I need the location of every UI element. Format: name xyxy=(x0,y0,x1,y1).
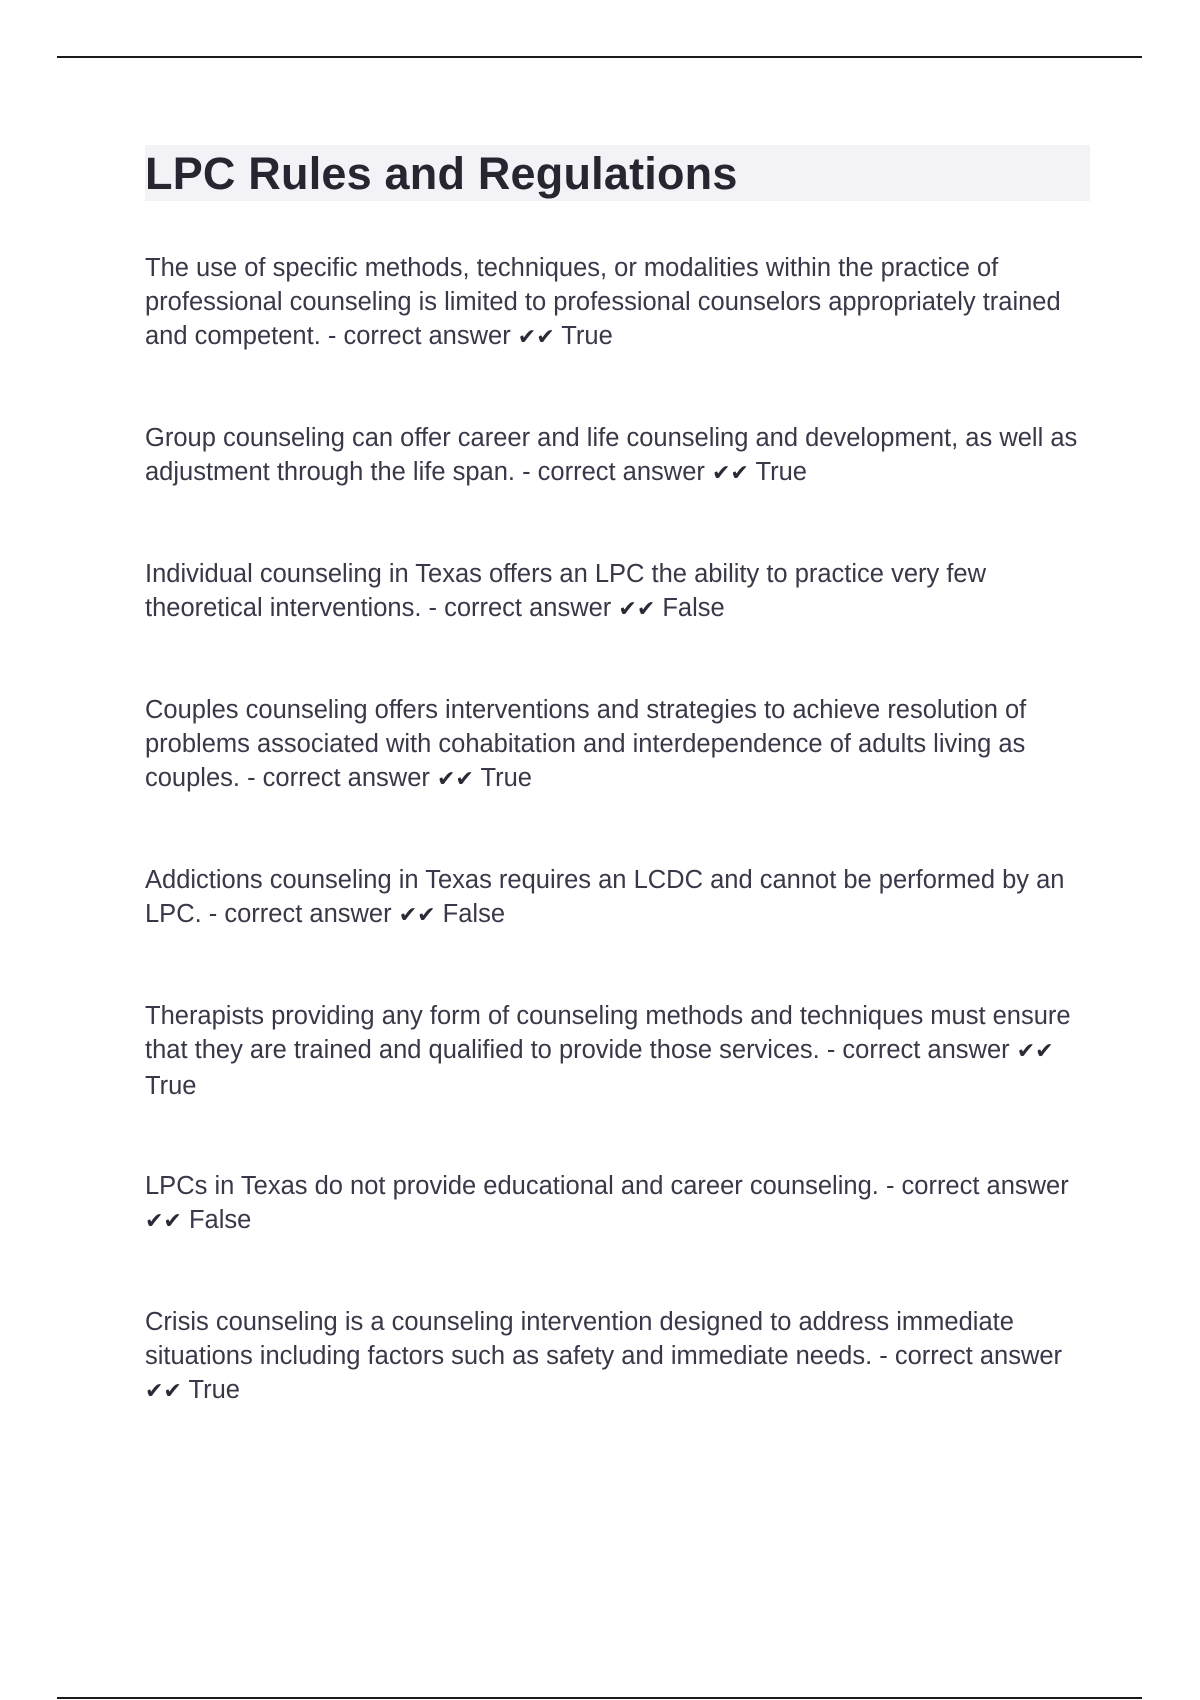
title-banner xyxy=(145,145,1090,201)
answer-prefix: - correct answer xyxy=(428,594,612,622)
double-check-icon: ✔✔ xyxy=(517,325,555,350)
answer-value: False xyxy=(662,594,725,622)
double-check-icon: ✔✔ xyxy=(145,1379,182,1404)
qa-item xyxy=(145,1305,1090,1409)
answer-prefix: - correct answer xyxy=(208,900,392,928)
answer-value: True xyxy=(145,1072,197,1100)
qa-item xyxy=(145,1169,1090,1239)
document-body xyxy=(145,145,1090,1475)
question-text: LPCs in Texas do not provide educational and career counseling. xyxy=(145,1172,879,1200)
question-text: The use of specific methods, techniques, or modalities within the practice of professional counseling is limited to professional counselors appropriately trained and competent. xyxy=(145,254,1061,350)
answer-value: False xyxy=(188,1206,252,1234)
answer-prefix: - correct answer xyxy=(522,458,705,486)
answer-value: True xyxy=(480,764,532,792)
qa-item xyxy=(145,693,1090,797)
answer-value: True xyxy=(755,458,807,486)
answer-prefix: - correct answer xyxy=(327,322,511,350)
answer-prefix: - correct answer xyxy=(826,1036,1010,1064)
question-text: Crisis counseling is a counseling intervention designed to address immediate situations including factors such as safety and immediate needs. xyxy=(145,1308,1014,1370)
double-check-icon: ✔✔ xyxy=(618,597,656,622)
answer-prefix: - correct answer xyxy=(247,764,430,792)
answer-value: True xyxy=(188,1376,240,1404)
qa-item xyxy=(145,557,1090,627)
question-text: Group counseling can offer career and life counseling and development, as well as adjustment through the life span. xyxy=(145,424,1078,486)
double-check-icon: ✔✔ xyxy=(145,1209,182,1234)
double-check-icon: ✔✔ xyxy=(398,903,436,928)
double-check-icon: ✔✔ xyxy=(711,461,749,486)
qa-item xyxy=(145,421,1090,491)
qa-item xyxy=(145,863,1090,933)
question-text: Couples counseling offers interventions and strategies to achieve resolution of problems associated with cohabitation and interdependence of adults living as couples. xyxy=(145,696,1027,792)
bottom-divider xyxy=(57,1697,1142,1699)
answer-value: False xyxy=(442,900,506,928)
question-text: Addictions counseling in Texas requires an LCDC and cannot be performed by an LPC. xyxy=(145,866,1065,928)
answer-value: True xyxy=(561,322,613,350)
page-title: LPC Rules and Regulations xyxy=(145,147,738,199)
qa-item xyxy=(145,999,1090,1103)
question-text: Therapists providing any form of counseling methods and techniques must ensure that they are trained and qualified to provide those services. xyxy=(145,1002,1071,1064)
qa-list xyxy=(145,251,1090,1409)
top-divider xyxy=(57,56,1142,58)
question-text: Individual counseling in Texas offers an LPC the ability to practice very few theoretical interventions. xyxy=(145,560,987,622)
answer-prefix: - correct answer xyxy=(885,1172,1069,1200)
qa-item xyxy=(145,251,1090,355)
double-check-icon: ✔✔ xyxy=(1016,1039,1054,1064)
answer-prefix: - correct answer xyxy=(879,1342,1063,1370)
double-check-icon: ✔✔ xyxy=(436,767,474,792)
